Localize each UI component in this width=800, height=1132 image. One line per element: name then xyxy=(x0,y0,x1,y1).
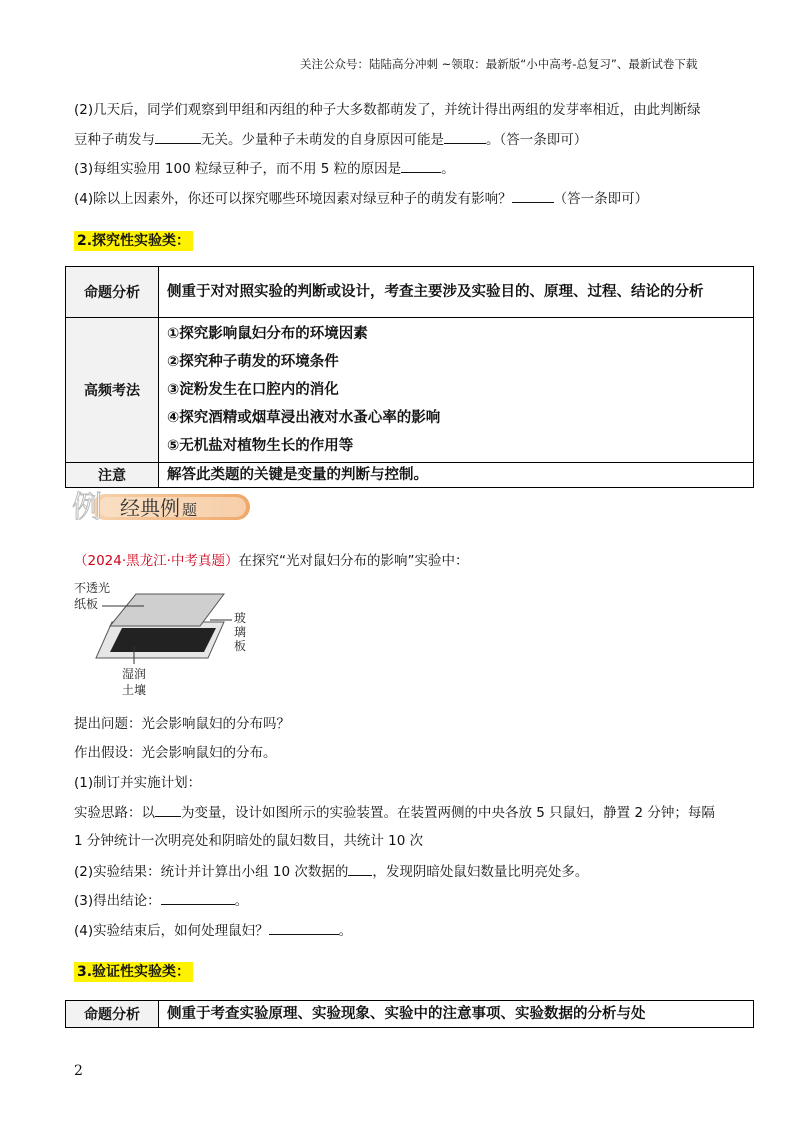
q3-line xyxy=(74,158,455,179)
approach-line xyxy=(74,802,715,823)
blank-line xyxy=(401,158,441,173)
table-row xyxy=(66,1001,754,1028)
section-2-title: 2.探究性实验类： xyxy=(74,231,193,251)
q2-text-a: 豆种子萌发与 xyxy=(74,132,155,148)
intro-text: 在探究“光对鼠妇分布的影响”实验中： xyxy=(238,553,469,569)
row-content xyxy=(159,318,754,463)
row-label: 高频考法 xyxy=(66,318,159,463)
table-row xyxy=(66,267,754,318)
question-source: （2024·黑龙江·中考真题） xyxy=(74,553,239,569)
q2-line1: (2)几天后，同学们观察到甲组和丙组的种子大多数都萌发了，并统计得出两组的发芽率相近，由此判断绿 xyxy=(74,102,701,118)
question-line: 提出问题：光会影响鼠妇的分布吗？ xyxy=(74,716,290,732)
result-text-a: (2)实验结果：统计并计算出小组 10 次数据的 xyxy=(74,864,349,880)
page-number: 2 xyxy=(74,1063,83,1079)
q2-text-b: 无关。少量种子未萌发的自身原因可能是 xyxy=(201,132,444,148)
approach-line-2: 1 分钟统计一次明亮处和阴暗处的鼠妇数目，共统计 10 次 xyxy=(74,833,424,849)
q2-line2 xyxy=(74,129,587,150)
q3-text-a: (3)每组实验用 100 粒绿豆种子，而不用 5 粒的原因是 xyxy=(74,161,402,177)
label-glass-1: 玻 xyxy=(234,611,247,625)
handling-line xyxy=(74,920,352,941)
example-banner xyxy=(72,488,252,522)
q3-text-b: 。 xyxy=(441,161,455,177)
row-label: 命题分析 xyxy=(66,267,159,318)
page-header: 关注公众号：陆陆高分冲刺 ~领取：最新版“小中高考-总复习”、最新试卷下载 xyxy=(300,57,698,71)
row-content: 解答此类题的关键是变量的判断与控制。 xyxy=(159,463,754,488)
blank-line xyxy=(155,802,181,817)
blank-line xyxy=(161,890,235,905)
section-2-table xyxy=(65,266,754,488)
result-line xyxy=(74,861,588,882)
approach-text-b: 为变量，设计如图所示的实验装置。在装置两侧的中央各放 5 只鼠妇，静置 2 分钟；每隔 xyxy=(181,805,715,821)
blank-line xyxy=(155,129,201,144)
list-item: ④探究酒精或烟草浸出液对水蚤心率的影响 xyxy=(167,410,441,426)
q4-text-b: （答一条即可） xyxy=(553,191,649,207)
table-row xyxy=(66,463,754,488)
list-item: ⑤无机盐对植物生长的作用等 xyxy=(167,438,354,454)
list-item: ②探究种子萌发的环境条件 xyxy=(167,354,339,370)
handling-end: 。 xyxy=(338,923,353,939)
row-content: 侧重于对对照实验的判断或设计，考查主要涉及实验目的、原理、过程、结论的分析 xyxy=(159,267,754,318)
label-glass-3: 板 xyxy=(234,639,247,653)
table-row xyxy=(66,318,754,463)
section-3-title: 3.验证性实验类： xyxy=(74,962,193,982)
hypothesis-line: 作出假设：光会影响鼠妇的分布。 xyxy=(74,745,277,761)
section-3-table xyxy=(65,1000,754,1028)
plan-line: (1)制订并实施计划： xyxy=(74,775,202,791)
result-text-b: ，发现阴暗处鼠妇数量比明亮处多。 xyxy=(372,864,589,880)
example-char: 例 xyxy=(72,490,102,522)
example-intro xyxy=(74,551,468,571)
list-item: ③淀粉发生在口腔内的消化 xyxy=(167,382,339,398)
list-item: ①探究影响鼠妇分布的环境因素 xyxy=(167,326,368,342)
row-content: 侧重于考查实验原理、实验现象、实验中的注意事项、实验数据的分析与处 xyxy=(159,1001,754,1028)
label-glass-2: 璃 xyxy=(234,625,247,639)
row-label: 注意 xyxy=(66,463,159,488)
blank-line xyxy=(444,129,486,144)
q2-text-c: 。（答一条即可） xyxy=(486,132,588,148)
blank-line xyxy=(512,188,554,203)
conclusion-end: 。 xyxy=(234,893,249,909)
banner-text: 经典例 xyxy=(120,496,180,520)
blank-line xyxy=(269,920,339,935)
conclusion-text: (3)得出结论： xyxy=(74,893,161,909)
label-cardboard-2: 纸板 xyxy=(74,597,99,611)
label-soil-1: 湿润 xyxy=(122,667,147,681)
banner-text-small: 题 xyxy=(182,501,198,519)
q4-text-a: (4)除以上因素外，你还可以探究哪些环境因素对绿豆种子的萌发有影响？ xyxy=(74,191,512,207)
row-label: 命题分析 xyxy=(66,1001,159,1028)
handling-text: (4)实验结束后，如何处理鼠妇？ xyxy=(74,923,269,939)
conclusion-line xyxy=(74,890,248,911)
approach-text-a: 实验思路：以 xyxy=(74,805,155,821)
blank-line xyxy=(348,861,372,876)
experiment-diagram xyxy=(74,580,254,700)
label-soil-2: 土壤 xyxy=(122,683,147,697)
label-cardboard: 不透光 xyxy=(74,581,111,595)
q4-line xyxy=(74,188,648,209)
